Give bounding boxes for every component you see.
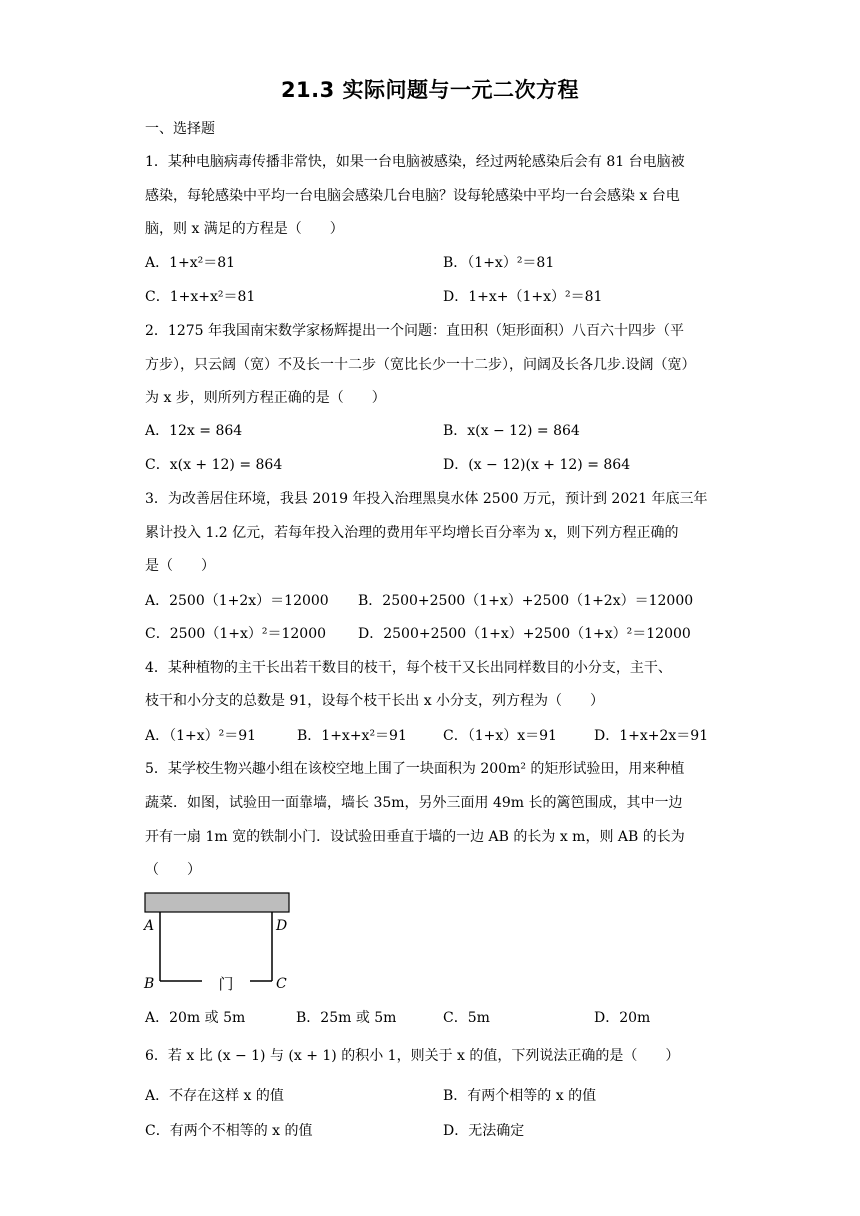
q6-option-a[interactable]: A．不存在这样 x 的值 bbox=[145, 1088, 284, 1104]
q2-option-c[interactable]: C．x(x + 12) = 864 bbox=[145, 457, 283, 473]
q1-option-d[interactable]: D．1+x+（1+x）²＝81 bbox=[443, 289, 603, 305]
q3-option-b[interactable]: B．2500+2500（1+x）+2500（1+2x）＝12000 bbox=[358, 593, 694, 609]
q6-option-d[interactable]: D．无法确定 bbox=[443, 1123, 525, 1139]
q4-text-line: 枝干和小分支的总数是 91，设每个枝干长出 x 小分支，列方程为（ ） bbox=[145, 693, 605, 709]
field-diagram-svg bbox=[142, 890, 302, 995]
q4-option-a[interactable]: A．（1+x）²＝91 bbox=[145, 728, 257, 744]
page-title: 21.3 实际问题与一元二次方程 bbox=[280, 78, 580, 102]
section-heading: 一、选择题 bbox=[145, 121, 215, 137]
q6-option-b[interactable]: B．有两个相等的 x 的值 bbox=[443, 1088, 597, 1104]
q3-option-d[interactable]: D．2500+2500（1+x）+2500（1+x）²＝12000 bbox=[358, 626, 691, 642]
q5-option-d[interactable]: D．20m bbox=[594, 1010, 651, 1026]
label-door: 门 bbox=[218, 975, 234, 993]
q4-option-b[interactable]: B．1+x+x²＝91 bbox=[297, 728, 407, 744]
q5-option-a[interactable]: A．20m 或 5m bbox=[145, 1010, 246, 1026]
q1-text-line: 感染，每轮感染中平均一台电脑会感染几台电脑？设每轮感染中平均一台会感染 x 台电 bbox=[145, 188, 680, 204]
q2-option-b[interactable]: B．x(x − 12) = 864 bbox=[443, 423, 580, 439]
q5-option-c[interactable]: C．5m bbox=[443, 1010, 490, 1026]
q1-option-c[interactable]: C．1+x+x²＝81 bbox=[145, 289, 256, 305]
q6-option-c[interactable]: C．有两个不相等的 x 的值 bbox=[145, 1123, 313, 1139]
q3-text-line: 3．为改善居住环境，我县 2019 年投入治理黑臭水体 2500 万元，预计到 2021 年底三年 bbox=[145, 491, 708, 507]
label-d: D bbox=[276, 918, 288, 934]
q1-text-line: 1．某种电脑病毒传播非常快，如果一台电脑被感染，经过两轮感染后会有 81 台电脑被 bbox=[145, 154, 685, 170]
q3-option-c[interactable]: C．2500（1+x）²＝12000 bbox=[145, 626, 327, 642]
q5-text-line: （ ） bbox=[145, 862, 201, 878]
label-b: B bbox=[144, 976, 155, 992]
q5-text-line: 蔬菜．如图，试验田一面靠墙，墙长 35m，另外三面用 49m 长的篱笆围成，其中一边 bbox=[145, 795, 683, 811]
label-a: A bbox=[144, 918, 155, 934]
q2-text-line: 2．1275 年我国南宋数学家杨辉提出一个问题：直田积（矩形面积）八百六十四步（平 bbox=[145, 323, 684, 339]
q2-text-line: 方步），只云阔（宽）不及长一十二步（宽比长少一十二步），问阔及长各几步.设阔（宽） bbox=[145, 357, 696, 373]
q4-option-c[interactable]: C．（1+x）x＝91 bbox=[443, 728, 557, 744]
q6-text-line: 6．若 x 比 (x − 1) 与 (x + 1) 的积小 1，则关于 x 的值，下列说法正确的是（ ） bbox=[145, 1048, 680, 1064]
q3-option-a[interactable]: A．2500（1+2x）＝12000 bbox=[145, 593, 329, 609]
label-c: C bbox=[276, 976, 287, 992]
field-diagram bbox=[142, 890, 302, 995]
q2-option-a[interactable]: A．12x = 864 bbox=[145, 423, 243, 439]
q4-text-line: 4．某种植物的主干长出若干数目的枝干，每个枝干又长出同样数目的小分支，主干、 bbox=[145, 660, 672, 676]
q1-option-b[interactable]: B．（1+x）²＝81 bbox=[443, 255, 555, 271]
q2-option-d[interactable]: D．(x − 12)(x + 12) = 864 bbox=[443, 457, 631, 473]
wall-shape bbox=[145, 893, 289, 912]
q3-text-line: 是（ ） bbox=[145, 558, 215, 574]
q4-option-d[interactable]: D．1+x+2x＝91 bbox=[594, 728, 709, 744]
q2-text-line: 为 x 步，则所列方程正确的是（ ） bbox=[145, 390, 386, 406]
q1-option-a[interactable]: A．1+x²＝81 bbox=[145, 255, 236, 271]
q5-text-line: 5．某学校生物兴趣小组在该校空地上围了一块面积为 200m² 的矩形试验田，用来种植 bbox=[145, 761, 685, 777]
q5-text-line: 开有一扇 1m 宽的铁制小门．设试验田垂直于墙的一边 AB 的长为 x m，则 AB 的长为 bbox=[145, 829, 685, 845]
q1-text-line: 脑，则 x 满足的方程是（ ） bbox=[145, 221, 344, 237]
q3-text-line: 累计投入 1.2 亿元，若每年投入治理的费用年平均增长百分率为 x，则下列方程正确的 bbox=[145, 525, 679, 541]
q5-option-b[interactable]: B．25m 或 5m bbox=[296, 1010, 397, 1026]
